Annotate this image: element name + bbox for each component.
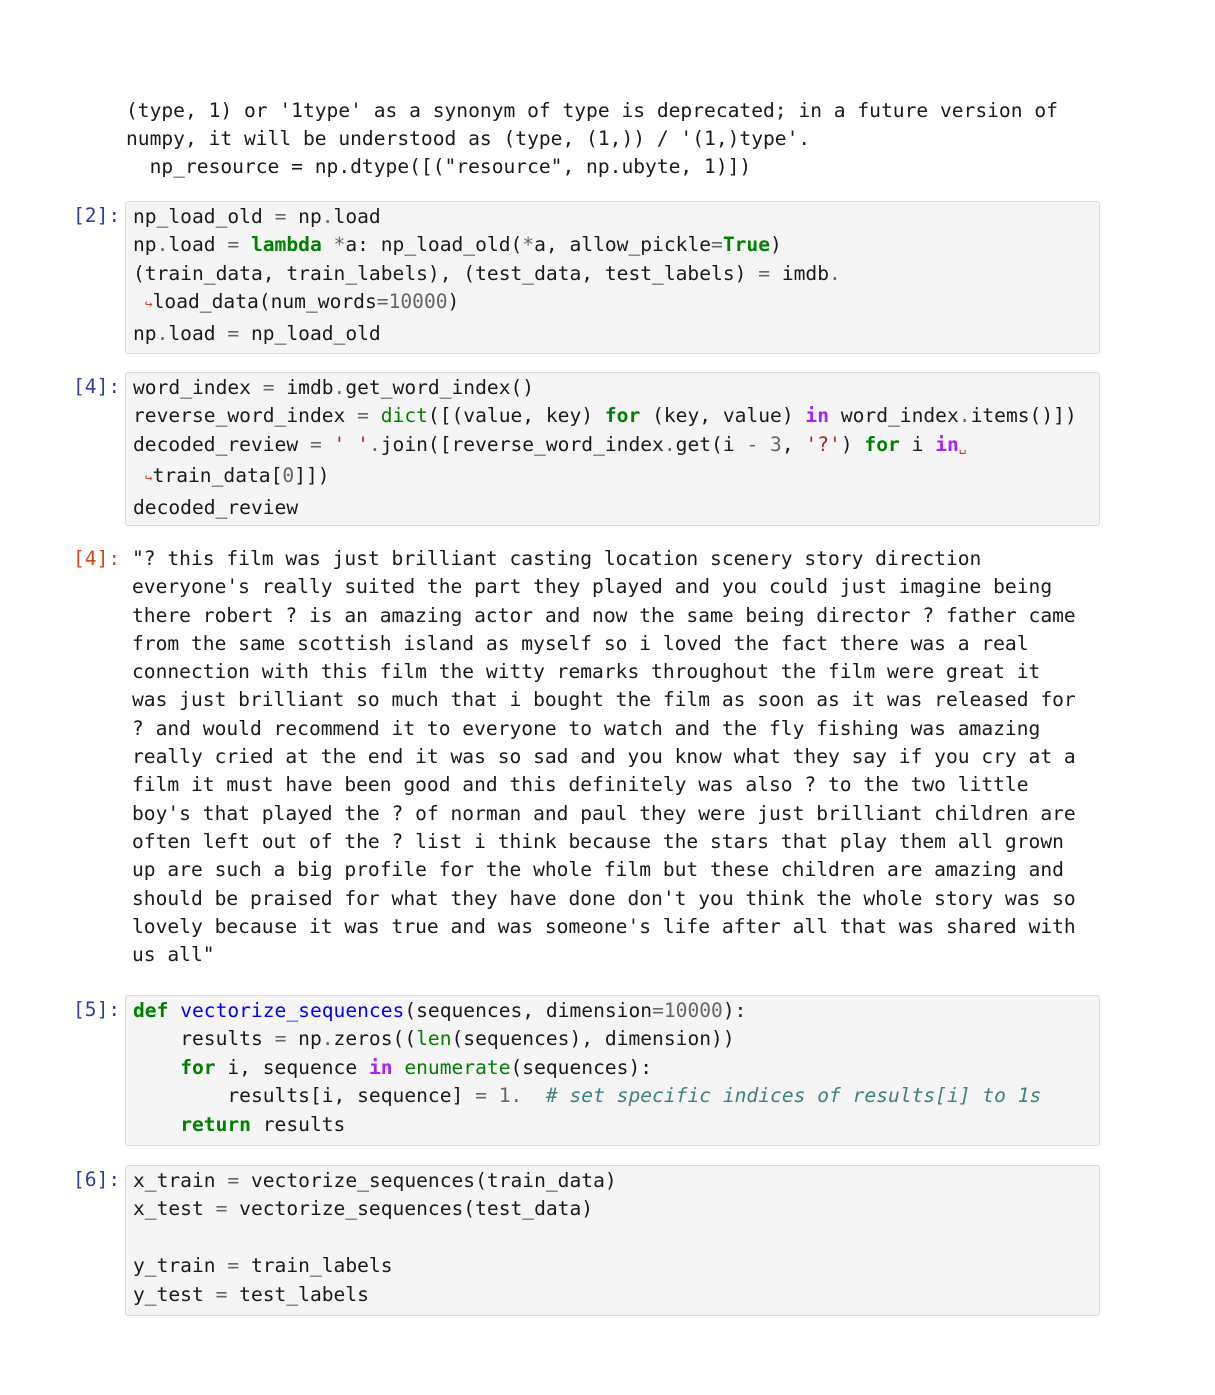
- line-continuation-icon: ↪: [144, 297, 153, 313]
- code-text: def vectorize_sequences(sequences, dimension=10000): results = np.zeros((len(sequences), dimension)) for i, sequence in enumerate(sequences): results[i, sequence] = 1. # set specific indices of results[i] to 1s return results: [133, 999, 1042, 1136]
- input-prompt: [2]:: [73, 204, 121, 227]
- code-editor[interactable]: [125, 1165, 1100, 1316]
- output-prompt: [4]:: [73, 547, 121, 570]
- input-prompt: [5]:: [73, 998, 121, 1021]
- input-prompt: [6]:: [73, 1168, 121, 1191]
- code-text: x_train = vectorize_sequences(train_data) x_test = vectorize_sequences(test_data) y_train = train_labels y_test = test_labels: [133, 1169, 617, 1306]
- line-continuation-icon: ↪: [144, 471, 153, 487]
- output-text: "? this film was just brilliant casting location scenery story direction everyone's really suited the part they played and you could just imagine being there robert ? is an amazing actor and now the same being director ? father came from the same scottish island as myself so i loved the fact there was a real connection with this film the witty remarks throughout the film were great it was just brilliant so much that i bought the film as soon as it was released for ? and would recommend it to everyone to watch and the fly fishing was amazing really cried at the end it was so sad and you know what they say if you cry at a film it must have been good and this definitely was also ? to the two little boy's that played the ? of norman and paul they were just brilliant children are often left out of the ? list i think because the stars that play them all grown up are such a big profile for the whole film but these children are amazing and should be praised for what they have done don't you think the whole story was so lovely because it was true and was someone's life after all that was shared with us all": [132, 547, 1076, 967]
- line-break-icon: ␣: [958, 439, 967, 455]
- code-editor[interactable]: [125, 201, 1100, 354]
- stderr-line: numpy, it will be understood as (type, (1,)) / '(1,)type'.: [126, 127, 811, 150]
- stderr-line: (type, 1) or '1type' as a synonym of type is deprecated; in a future version of: [126, 99, 1058, 122]
- stderr-output: [126, 97, 1106, 181]
- input-prompt: [4]:: [73, 375, 121, 398]
- code-editor[interactable]: [125, 372, 1100, 526]
- stderr-line: np_resource = np.dtype([("resource", np.ubyte, 1)]): [126, 155, 752, 178]
- code-text: word_index = imdb.get_word_index() reverse_word_index = dict([(value, key) for (key, value) in word_index.items()]) decoded_review = ' '.join([reverse_word_index.get(i - 3, '?') for i in␣ ↪train_data[0]]) decoded_review: [133, 376, 1077, 519]
- code-editor[interactable]: [125, 995, 1100, 1146]
- code-text: np_load_old = np.load np.load = lambda *a: np_load_old(*a, allow_pickle=True) (train_data, train_labels), (test_data, test_labels) = imdb. ↪load_data(num_words=10000) np.load = np_load_old: [133, 205, 841, 345]
